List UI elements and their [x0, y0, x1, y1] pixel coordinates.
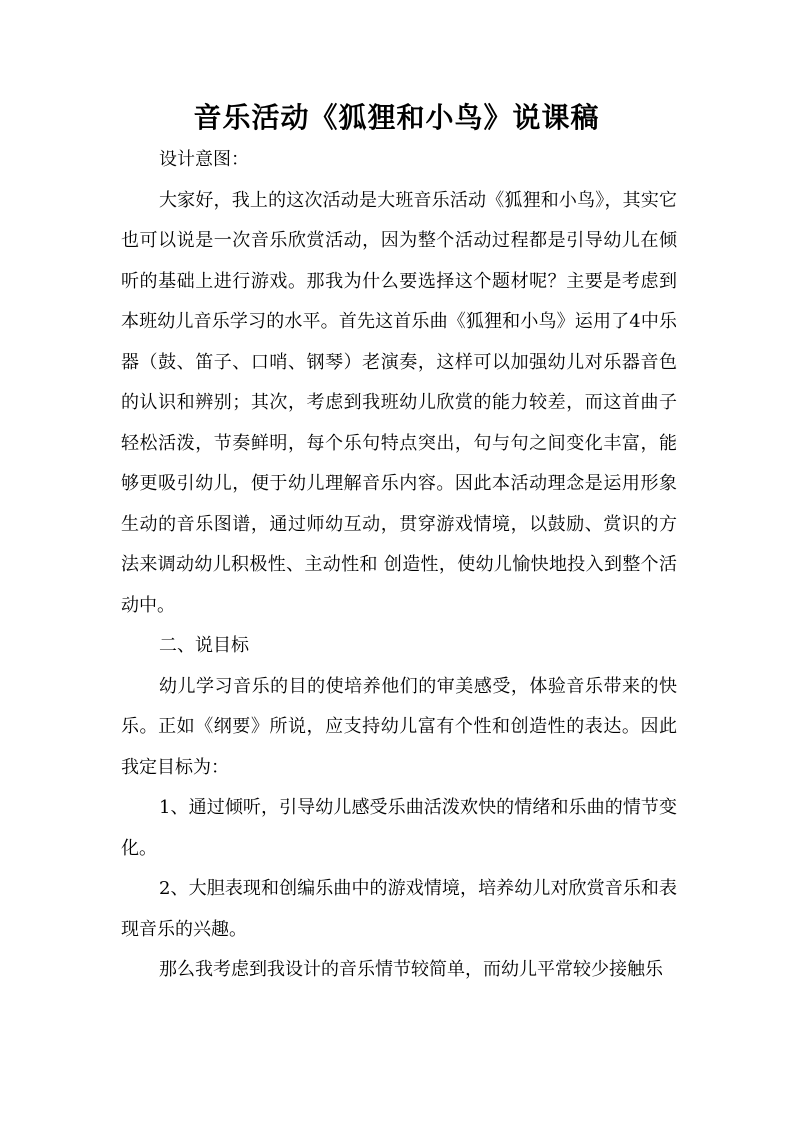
- paragraph-goal-2: 2、大胆表现和创编乐曲中的游戏情境，培养幼儿对欣赏音乐和表现音乐的兴趣。: [121, 878, 677, 940]
- paragraph-goals-intro: 幼儿学习音乐的目的使培养他们的审美感受，体验音乐带来的快乐。正如《纲要》所说，应支持幼儿富有个性和创造性的表达。因此我定目标为：: [121, 675, 677, 778]
- document-title: 音乐活动《狐狸和小鸟》说课稿: [193, 101, 600, 134]
- document-body: [121, 140, 677, 991]
- paragraph-goal-1: 1、通过倾听，引导幼儿感受乐曲活泼欢快的情绪和乐曲的情节变化。: [121, 797, 677, 859]
- paragraph-design-intent: 大家好，我上的这次活动是大班音乐活动《狐狸和小鸟》，其实它也可以说是一次音乐欣赏活动，因为整个活动过程都是引导幼儿在倾听的基础上进行游戏。那我为什么要选择这个题材呢？主要是考虑到本班幼儿音乐学习的水平。首先这首乐曲《狐狸和小鸟》运用了4中乐器（鼓、笛子、口哨、钢琴）老演奏，这样可以加强幼儿对乐器音色的认识和辨别；其次，考虑到我班幼儿欣赏的能力较差，而这首曲子轻松活泼，节奏鲜明，每个乐句特点突出，句与句之间变化丰富，能够更吸引幼儿，便于幼儿理解音乐内容。因此本活动理念是运用形象生动的音乐图谱，通过师幼互动，贯穿游戏情境，以鼓励、赏识的方法来调动幼儿积极性、主动性和 创造性，使幼儿愉快地投入到整个活动中。: [121, 189, 677, 616]
- paragraph-continuation: 那么我考虑到我设计的音乐情节较简单，而幼儿平常较少接触乐: [159, 959, 663, 980]
- paragraph-goals-heading: 二、说目标: [159, 635, 249, 656]
- paragraph-design-intent-heading: 设计意图：: [159, 149, 249, 170]
